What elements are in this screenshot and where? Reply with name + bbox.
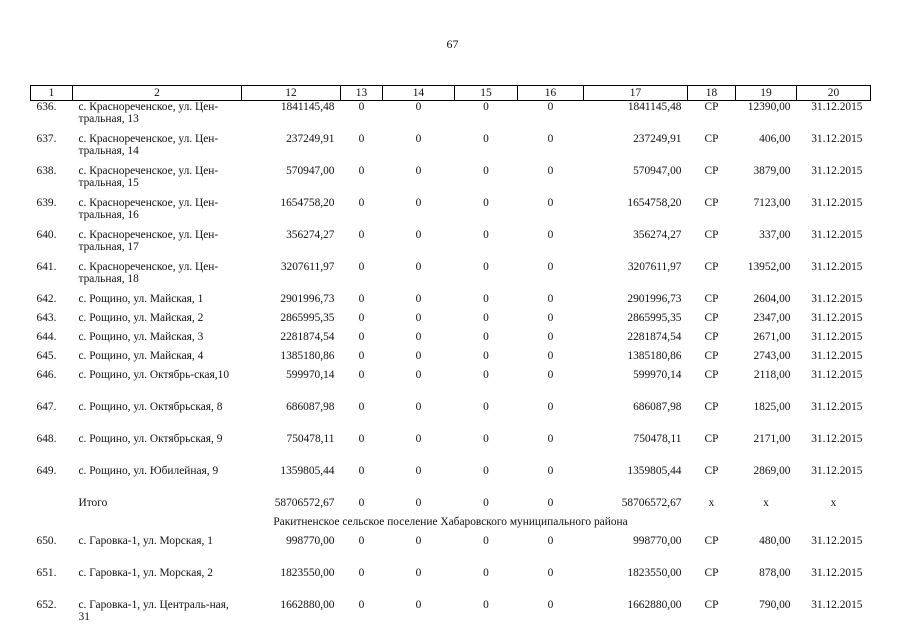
cell-col-19: 2171,00 — [753, 433, 791, 445]
table-row — [31, 599, 871, 631]
cell-col-19: 7123,00 — [753, 197, 791, 209]
cell-col-18: СР — [704, 229, 719, 241]
table-row — [31, 165, 871, 197]
cell-col-18: СР — [704, 312, 719, 324]
cell-col-15: 0 — [483, 165, 489, 177]
cell-col-18: СР — [704, 101, 719, 113]
total-col-16: 0 — [547, 497, 554, 509]
table-row — [31, 465, 871, 497]
row-number: 649. — [36, 465, 57, 477]
cell-col-20: 31.12.2015 — [811, 133, 863, 145]
total-col-14: 0 — [415, 497, 422, 509]
column-header: 16 — [518, 86, 584, 101]
row-address: с. Гаровка-1, ул. Морская, 1 — [78, 535, 213, 547]
table-row — [31, 293, 871, 312]
cell-col-12: 1823550,00 — [280, 567, 335, 579]
cell-col-14: 0 — [415, 293, 422, 305]
cell-col-20: 31.12.2015 — [811, 197, 863, 209]
cell-col-14: 0 — [415, 350, 422, 362]
cell-col-16: 0 — [547, 101, 554, 113]
table-row — [31, 567, 871, 599]
row-address: с. Рощино, ул. Майская, 2 — [78, 312, 204, 324]
cell-col-12: 237249,91 — [286, 133, 335, 145]
cell-col-12: 686087,98 — [286, 401, 335, 413]
cell-col-14: 0 — [415, 433, 422, 445]
cell-col-17: 237249,91 — [633, 133, 682, 145]
row-address: с. Краснореченское, ул. Цен-тральная, 15 — [78, 165, 219, 189]
cell-col-16: 0 — [547, 567, 554, 579]
cell-col-18: СР — [704, 433, 719, 445]
cell-col-12: 1841145,48 — [280, 101, 335, 113]
cell-col-20: 31.12.2015 — [811, 599, 863, 611]
cell-col-15: 0 — [483, 293, 489, 305]
cell-col-17: 1841145,48 — [627, 101, 682, 113]
row-number: 648. — [36, 433, 57, 445]
cell-col-16: 0 — [547, 312, 554, 324]
table-row — [31, 229, 871, 261]
row-number: 646. — [36, 369, 57, 381]
cell-col-13: 0 — [358, 165, 365, 177]
table-body — [31, 101, 871, 632]
cell-col-16: 0 — [547, 293, 554, 305]
cell-col-20: 31.12.2015 — [811, 293, 863, 305]
cell-col-17: 1359805,44 — [627, 465, 682, 477]
cell-col-16: 0 — [547, 535, 554, 547]
table-row — [31, 101, 871, 134]
cell-col-19: 406,00 — [759, 133, 791, 145]
cell-col-13: 0 — [358, 599, 365, 611]
cell-col-20: 31.12.2015 — [811, 331, 863, 343]
cell-col-17: 686087,98 — [633, 401, 682, 413]
cell-col-19: 878,00 — [759, 567, 791, 579]
cell-col-13: 0 — [358, 331, 365, 343]
cell-col-15: 0 — [483, 331, 489, 343]
row-number: 640. — [36, 229, 57, 241]
column-header: 19 — [736, 86, 797, 101]
cell-col-16: 0 — [547, 261, 554, 273]
cell-col-12: 599970,14 — [286, 369, 335, 381]
column-header: 17 — [584, 86, 688, 101]
table-row — [31, 331, 871, 350]
cell-col-18: СР — [704, 567, 719, 579]
cell-col-19: 480,00 — [759, 535, 791, 547]
cell-col-19: 790,00 — [759, 599, 791, 611]
row-address: с. Рощино, ул. Юбилейная, 9 — [78, 465, 219, 477]
cell-col-15: 0 — [483, 350, 489, 362]
cell-col-15: 0 — [483, 261, 489, 273]
row-address: с. Краснореченское, ул. Цен-тральная, 14 — [78, 133, 219, 157]
row-address: с. Рощино, ул. Майская, 1 — [78, 293, 204, 305]
cell-col-17: 2901996,73 — [627, 293, 682, 305]
total-label: Итого — [78, 497, 108, 509]
cell-col-19: 13952,00 — [747, 261, 791, 273]
cell-col-15: 0 — [483, 465, 489, 477]
cell-col-14: 0 — [415, 465, 422, 477]
total-col-18: х — [708, 497, 715, 509]
cell-col-20: 31.12.2015 — [811, 567, 863, 579]
cell-col-19: 2118,00 — [753, 369, 791, 381]
cell-col-12: 2901996,73 — [280, 293, 335, 305]
cell-col-20: 31.12.2015 — [811, 535, 863, 547]
cell-col-13: 0 — [358, 229, 365, 241]
row-address: с. Краснореченское, ул. Цен-тральная, 13 — [78, 101, 219, 125]
cell-col-16: 0 — [547, 465, 554, 477]
column-header: 14 — [383, 86, 455, 101]
section-row — [31, 516, 871, 535]
cell-col-18: СР — [704, 331, 719, 343]
cell-col-14: 0 — [415, 101, 422, 113]
cell-col-13: 0 — [358, 350, 365, 362]
cell-col-16: 0 — [547, 599, 554, 611]
row-number: 637. — [36, 133, 57, 145]
row-address: с. Гаровка-1, ул. Централь-ная, 31 — [78, 599, 229, 623]
cell-col-18: СР — [704, 133, 719, 145]
column-header: 2 — [73, 86, 242, 101]
cell-col-13: 0 — [358, 433, 365, 445]
cell-col-20: 31.12.2015 — [811, 350, 863, 362]
row-number: 643. — [36, 312, 57, 324]
cell-col-14: 0 — [415, 369, 422, 381]
table-row — [31, 350, 871, 369]
cell-col-16: 0 — [547, 229, 554, 241]
total-row — [31, 497, 871, 516]
cell-col-14: 0 — [415, 312, 422, 324]
cell-col-13: 0 — [358, 293, 365, 305]
cell-col-20: 31.12.2015 — [811, 101, 863, 113]
row-address: с. Рощино, ул. Майская, 3 — [78, 331, 204, 343]
cell-col-12: 356274,27 — [286, 229, 335, 241]
cell-col-19: 2347,00 — [753, 312, 791, 324]
cell-col-13: 0 — [358, 401, 365, 413]
cell-col-16: 0 — [547, 433, 554, 445]
page-number: 67 — [446, 37, 459, 51]
row-number: 636. — [36, 101, 57, 113]
cell-col-18: СР — [704, 165, 719, 177]
cell-col-18: СР — [704, 197, 719, 209]
cell-col-19: 3879,00 — [753, 165, 791, 177]
column-header-row — [31, 86, 871, 101]
column-header: 15 — [455, 86, 518, 101]
table-row — [31, 401, 871, 433]
cell-col-13: 0 — [358, 101, 365, 113]
cell-col-17: 2281874,54 — [627, 331, 682, 343]
column-header: 18 — [688, 86, 736, 101]
cell-col-19: 12390,00 — [747, 101, 791, 113]
cell-col-16: 0 — [547, 165, 554, 177]
cell-col-12: 1654758,20 — [280, 197, 335, 209]
cell-col-14: 0 — [415, 197, 422, 209]
total-col-15: 0 — [483, 497, 489, 509]
cell-col-13: 0 — [358, 535, 365, 547]
cell-col-14: 0 — [415, 331, 422, 343]
cell-col-15: 0 — [483, 535, 489, 547]
total-col-19: х — [763, 497, 769, 509]
cell-col-20: 31.12.2015 — [811, 465, 863, 477]
cell-col-13: 0 — [358, 567, 365, 579]
table-row — [31, 261, 871, 293]
table-row — [31, 535, 871, 567]
row-address: с. Рощино, ул. Октябрьская, 8 — [78, 401, 223, 413]
cell-col-14: 0 — [415, 229, 422, 241]
row-address: с. Гаровка-1, ул. Морская, 2 — [78, 567, 213, 579]
cell-col-18: СР — [704, 401, 719, 413]
section-title: Ракитненское сельское поселение Хабаровского муниципального района — [273, 516, 628, 528]
cell-col-17: 2865995,35 — [627, 312, 682, 324]
row-number: 650. — [36, 535, 57, 547]
row-number: 645. — [36, 350, 57, 362]
cell-col-20: 31.12.2015 — [811, 229, 863, 241]
cell-col-15: 0 — [483, 567, 489, 579]
cell-col-14: 0 — [415, 535, 422, 547]
cell-col-18: СР — [704, 261, 719, 273]
total-col-20: х — [830, 497, 837, 509]
cell-col-18: СР — [704, 369, 719, 381]
cell-col-12: 570947,00 — [286, 165, 335, 177]
total-col-17: 58706572,67 — [621, 497, 682, 509]
cell-col-15: 0 — [483, 312, 489, 324]
column-header: 20 — [797, 86, 871, 101]
row-number: 651. — [36, 567, 57, 579]
cell-col-14: 0 — [415, 133, 422, 145]
cell-col-20: 31.12.2015 — [811, 261, 863, 273]
cell-col-17: 1654758,20 — [627, 197, 682, 209]
table-row — [31, 433, 871, 465]
cell-col-13: 0 — [358, 369, 365, 381]
cell-col-15: 0 — [483, 133, 489, 145]
cell-col-14: 0 — [415, 261, 422, 273]
cell-col-16: 0 — [547, 369, 554, 381]
cell-col-20: 31.12.2015 — [811, 433, 863, 445]
row-number: 639. — [36, 197, 57, 209]
row-address: с. Краснореченское, ул. Цен-тральная, 18 — [78, 261, 219, 285]
cell-col-14: 0 — [415, 401, 422, 413]
cell-col-13: 0 — [358, 312, 365, 324]
cell-col-13: 0 — [358, 197, 365, 209]
total-col-12: 58706572,67 — [274, 497, 335, 509]
cell-col-19: 2604,00 — [753, 293, 791, 305]
cell-col-13: 0 — [358, 465, 365, 477]
cell-col-20: 31.12.2015 — [811, 312, 863, 324]
cell-col-12: 3207611,97 — [280, 261, 335, 273]
column-header: 13 — [341, 86, 383, 101]
cell-col-12: 2865995,35 — [280, 312, 335, 324]
cell-col-18: СР — [704, 465, 719, 477]
cell-col-15: 0 — [483, 433, 489, 445]
cell-col-17: 998770,00 — [633, 535, 682, 547]
cell-col-12: 998770,00 — [286, 535, 335, 547]
table-row — [31, 133, 871, 165]
total-col-13: 0 — [358, 497, 365, 509]
cell-col-16: 0 — [547, 331, 554, 343]
row-number: 638. — [36, 165, 57, 177]
cell-col-14: 0 — [415, 599, 422, 611]
cell-col-12: 2281874,54 — [280, 331, 335, 343]
cell-col-16: 0 — [547, 133, 554, 145]
row-address: с. Рощино, ул. Майская, 4 — [78, 350, 204, 362]
table-row — [31, 369, 871, 401]
cell-col-17: 1385180,86 — [627, 350, 682, 362]
row-number: 642. — [36, 293, 57, 305]
cell-col-16: 0 — [547, 350, 554, 362]
cell-col-17: 1823550,00 — [627, 567, 682, 579]
cell-col-12: 1385180,86 — [280, 350, 335, 362]
cell-col-20: 31.12.2015 — [811, 401, 863, 413]
cell-col-15: 0 — [483, 197, 489, 209]
cell-col-15: 0 — [483, 369, 489, 381]
cell-col-17: 1662880,00 — [627, 599, 682, 611]
column-header: 12 — [242, 86, 341, 101]
table-row — [31, 197, 871, 229]
row-address: с. Рощино, ул. Октябрь-ская,10 — [78, 369, 230, 381]
row-number: 652. — [36, 599, 57, 611]
row-number: 647. — [36, 401, 57, 413]
cell-col-12: 1359805,44 — [280, 465, 335, 477]
row-address: с. Краснореченское, ул. Цен-тральная, 16 — [78, 197, 219, 221]
table-row — [31, 312, 871, 331]
cell-col-20: 31.12.2015 — [811, 165, 863, 177]
cell-col-17: 570947,00 — [633, 165, 682, 177]
data-table — [30, 85, 871, 631]
cell-col-12: 750478,11 — [286, 433, 335, 445]
cell-col-15: 0 — [483, 401, 489, 413]
cell-col-19: 2743,00 — [753, 350, 791, 362]
cell-col-17: 356274,27 — [633, 229, 682, 241]
cell-col-19: 2671,00 — [753, 331, 791, 343]
cell-col-16: 0 — [547, 197, 554, 209]
cell-col-20: 31.12.2015 — [811, 369, 863, 381]
cell-col-19: 2869,00 — [753, 465, 791, 477]
row-number: 641. — [36, 261, 57, 273]
cell-col-17: 750478,11 — [633, 433, 682, 445]
total-number-blank — [31, 497, 73, 516]
row-address: с. Рощино, ул. Октябрьская, 9 — [78, 433, 223, 445]
cell-col-18: СР — [704, 535, 719, 547]
cell-col-19: 1825,00 — [753, 401, 791, 413]
cell-col-18: СР — [704, 293, 719, 305]
row-number: 644. — [36, 331, 57, 343]
cell-col-14: 0 — [415, 165, 422, 177]
row-address: с. Краснореченское, ул. Цен-тральная, 17 — [78, 229, 219, 253]
cell-col-18: СР — [704, 350, 719, 362]
cell-col-16: 0 — [547, 401, 554, 413]
column-header: 1 — [31, 86, 73, 101]
cell-col-15: 0 — [483, 229, 489, 241]
cell-col-19: 337,00 — [759, 229, 791, 241]
cell-col-18: СР — [704, 599, 719, 611]
cell-col-15: 0 — [483, 599, 489, 611]
cell-col-15: 0 — [483, 101, 489, 113]
cell-col-17: 599970,14 — [633, 369, 682, 381]
cell-col-13: 0 — [358, 261, 365, 273]
cell-col-14: 0 — [415, 567, 422, 579]
cell-col-12: 1662880,00 — [280, 599, 335, 611]
cell-col-17: 3207611,97 — [627, 261, 682, 273]
cell-col-13: 0 — [358, 133, 365, 145]
